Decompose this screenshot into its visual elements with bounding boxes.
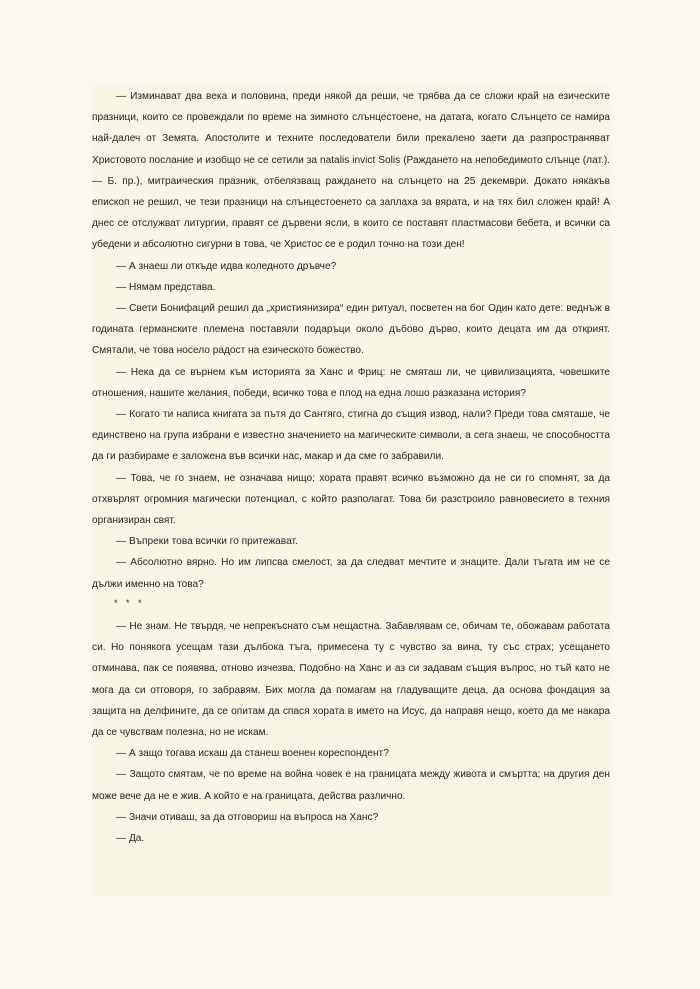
- paragraph: — А защо тогава искаш да станеш военен кореспондент?: [116, 748, 389, 760]
- paragraph: — Изминават два века и половина, преди някой да реши, че трябва да се сложи край на езическите празници, които се провеждали по време на зимното слънцестоене, на датата, когато Слънцето се намира най-далеч от Земята. Апостолите и техните последователи били прекалено заети да разпространяват Христовото послание и изобщо не се сетили за natalis invict Solis (Раждането на непобедимото слънце (лат.). — Б. пр.), митраическия празник, отбелязващ раждането на слънцето на 25 декември. Докато някакъв епископ не решил, че тези празници на слънцестоенето са заплаха за вярата, и на тях бил сложен край! А днес се отслужват литургии, правят се дървени ясли, в които се поставят пластмасови бебета, и всички са убедени и абсолютно сигурни в това, че Христос се е родил точно на този ден!: [92, 91, 610, 251]
- book-text: [92, 86, 610, 896]
- paragraph: — Свети Бонифаций решил да „християнизира“ един ритуал, посветен на бог Один като дете: веднъж в годината германските племена поставяли подаръци около дъбово дърво, които децата им да открият. Смятали, че това носело радост на езическото божество.: [92, 303, 610, 357]
- paragraph: — Не знам. Не твърдя, че непрекъснато съм нещастна. Забавлявам се, обичам те, обожавам работата си. Но понякога усещам тази дълбока тъга, примесена ту с чувство за вина, ту със страх; усещането отминава, пак се появява, отново изчезва. Подобно на Ханс и аз си задавам същия въпрос, но тъй като не мога да си отговоря, го забравям. Бих могла да помагам на гладуващите деца, да основа фондация за защита на делфините, да се опитам да спася хората в името на Исус, да направя нещо, което да ме накара да се чувствам полезна, но не искам.: [92, 621, 610, 739]
- paragraph: — Защото смятам, че по време на война човек е на границата между живота и смъртта; на другия ден може вече да не е жив. А който е на границата, действа различно.: [92, 769, 610, 802]
- paragraph: — Това, че го знаем, не означава нищо; хората правят всичко възможно да не си го спомнят, за да отхвърлят огромния магически потенциал, с който разполагат. Това би разстроило равновесието в техния организиран свят.: [92, 472, 610, 527]
- paragraph: — Нямам представа.: [116, 281, 216, 293]
- paragraph: — Значи отиваш, за да отговориш на въпроса на Ханс?: [116, 811, 379, 823]
- paragraph: — Абсолютно вярно. Но им липсва смелост, за да следват мечтите и знаците. Дали тъгата им не се дължи именно на това?: [92, 557, 610, 590]
- paragraph: — Нека да се върнем към историята за Ханс и Фриц: не смяташ ли, че цивилизацията, човешките отношения, нашите желания, победи, всичко това е плод на една лошо разказана история?: [92, 366, 610, 399]
- section-separator: * * *: [114, 597, 145, 608]
- paragraph: — Въпреки това всички го притежават.: [116, 536, 298, 548]
- paragraph: — Да.: [116, 833, 145, 845]
- paragraph: — А знаеш ли откъде идва коледното дръвче?: [116, 260, 337, 272]
- paragraph: — Когато ти написа книгата за пътя до Сантяго, стигна до същия извод, нали? Преди това смяташе, че единствено на група избрани е известно значението на магическите символи, а сега знаеш, че способността да ги разбираме е заложена във всички нас, макар и да сме го забравили.: [92, 409, 610, 463]
